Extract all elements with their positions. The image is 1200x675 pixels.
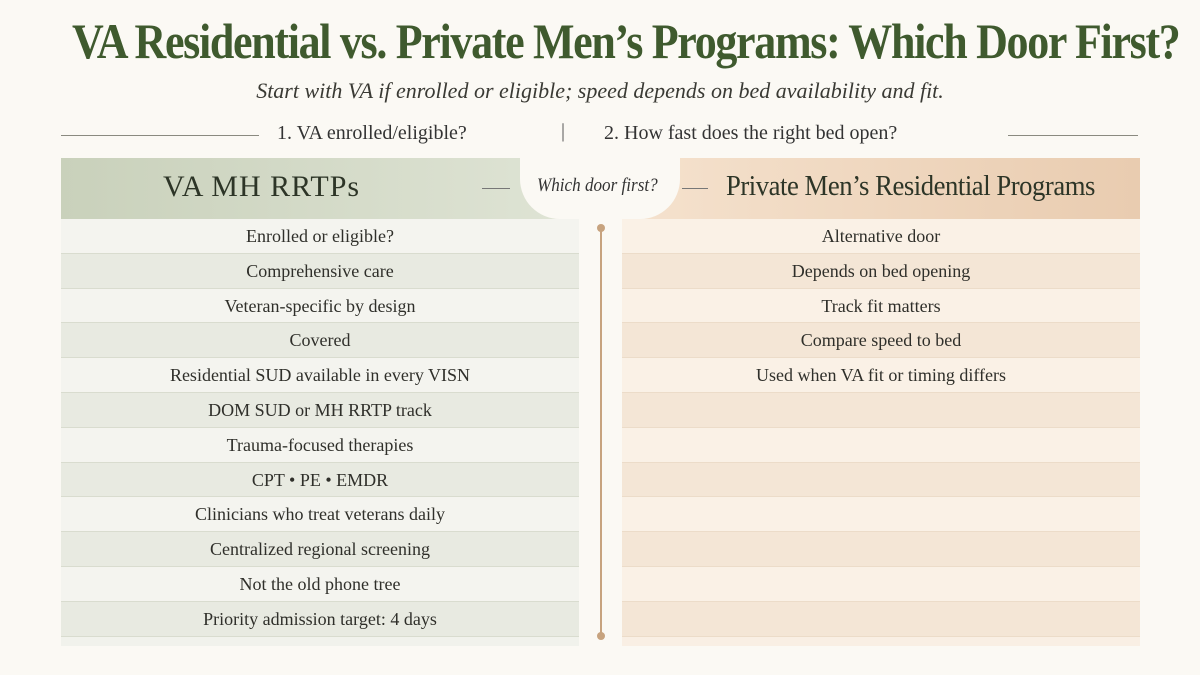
question-separator: | — [561, 120, 566, 142]
center-dash-right — [682, 188, 708, 189]
private-empty-row — [622, 532, 1140, 567]
va-row: Covered — [61, 323, 579, 358]
center-divider-line — [600, 228, 602, 636]
private-row: Track fit matters — [622, 289, 1140, 324]
divider-dot-bottom — [597, 632, 605, 640]
private-row-list — [622, 219, 1140, 637]
va-row: Clinicians who treat veterans daily — [61, 497, 579, 532]
va-row: Veteran-specific by design — [61, 289, 579, 324]
question-1: 1. VA enrolled/eligible? — [277, 122, 467, 144]
page-subtitle: Start with VA if enrolled or eligible; speed depends on bed availability and fit. — [256, 78, 944, 103]
private-panel — [622, 158, 1140, 646]
divider-dot-top — [597, 224, 605, 232]
divider-line-right — [1008, 135, 1138, 136]
private-empty-row — [622, 428, 1140, 463]
center-door-label: Which door first? — [537, 175, 658, 196]
private-empty-row — [622, 393, 1140, 428]
va-row: Centralized regional screening — [61, 532, 579, 567]
va-row: Trauma-focused therapies — [61, 428, 579, 463]
va-row: Priority admission target: 4 days — [61, 602, 579, 637]
private-row: Depends on bed opening — [622, 254, 1140, 289]
va-row: CPT • PE • EMDR — [61, 463, 579, 498]
center-dash-left — [482, 188, 510, 189]
private-panel-title: Private Men’s Residential Programs — [726, 170, 1095, 202]
private-empty-row — [622, 567, 1140, 602]
question-2: 2. How fast does the right bed open? — [604, 122, 898, 144]
private-empty-row — [622, 602, 1140, 637]
va-row: Comprehensive care — [61, 254, 579, 289]
va-row: Enrolled or eligible? — [61, 219, 579, 254]
private-empty-row — [622, 497, 1140, 532]
va-row: DOM SUD or MH RRTP track — [61, 393, 579, 428]
private-row: Compare speed to bed — [622, 323, 1140, 358]
va-panel-title: VA MH RRTPs — [163, 170, 361, 203]
va-row-list — [61, 219, 579, 637]
private-row: Used when VA fit or timing differs — [622, 358, 1140, 393]
divider-line-left — [61, 135, 259, 136]
va-row: Residential SUD available in every VISN — [61, 358, 579, 393]
page-title: VA Residential vs. Private Men’s Programs: Which Door First? — [72, 13, 1180, 69]
va-panel — [61, 158, 579, 646]
private-row: Alternative door — [622, 219, 1140, 254]
private-empty-row — [622, 463, 1140, 498]
va-row: Not the old phone tree — [61, 567, 579, 602]
